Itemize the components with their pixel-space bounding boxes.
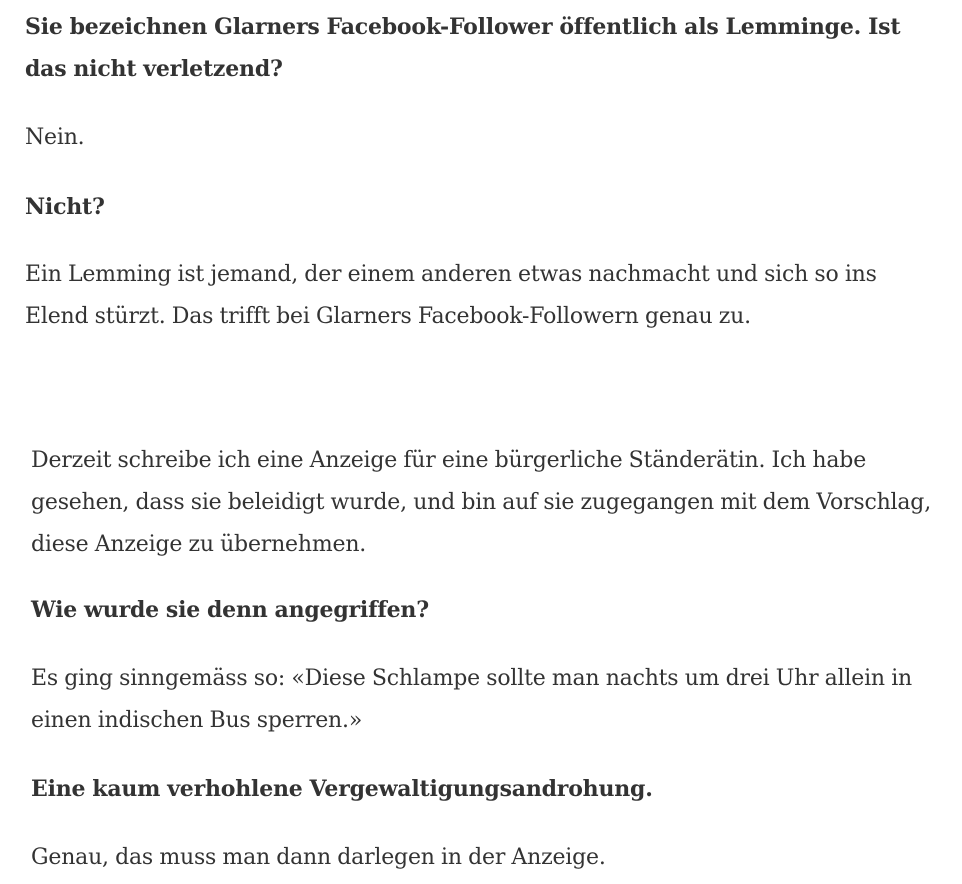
interview-question-angegriffen: Wie wurde sie denn angegriffen?: [31, 597, 429, 623]
interview-question-vergewaltigungsandrohung: Eine kaum verhohlene Vergewaltigungsandrohung.: [31, 776, 653, 802]
interview-answer-anzeige: Derzeit schreibe ich eine Anzeige für eine bürgerliche Ständerätin. Ich habe gesehen, dass sie beleidigt wurde, und bin auf sie zugegangen mit dem Vorschlag, diese Anzeige zu übernehmen.: [31, 448, 931, 557]
interview-question-nicht: Nicht?: [25, 194, 105, 220]
interview-answer-genau: Genau, das muss man dann darlegen in der Anzeige.: [31, 845, 606, 870]
interview-answer-nein: Nein.: [25, 125, 85, 150]
interview-answer-zitat: Es ging sinngemäss so: «Diese Schlampe sollte man nachts um drei Uhr allein in einen indischen Bus sperren.»: [31, 666, 912, 733]
interview-answer-lemming-definition: Ein Lemming ist jemand, der einem anderen etwas nachmacht und sich so ins Elend stürzt. Das trifft bei Glarners Facebook-Followern genau zu.: [25, 262, 877, 329]
interview-question-lemminge: Sie bezeichnen Glarners Facebook-Follower öffentlich als Lemminge. Ist das nicht verletzend?: [25, 14, 901, 82]
